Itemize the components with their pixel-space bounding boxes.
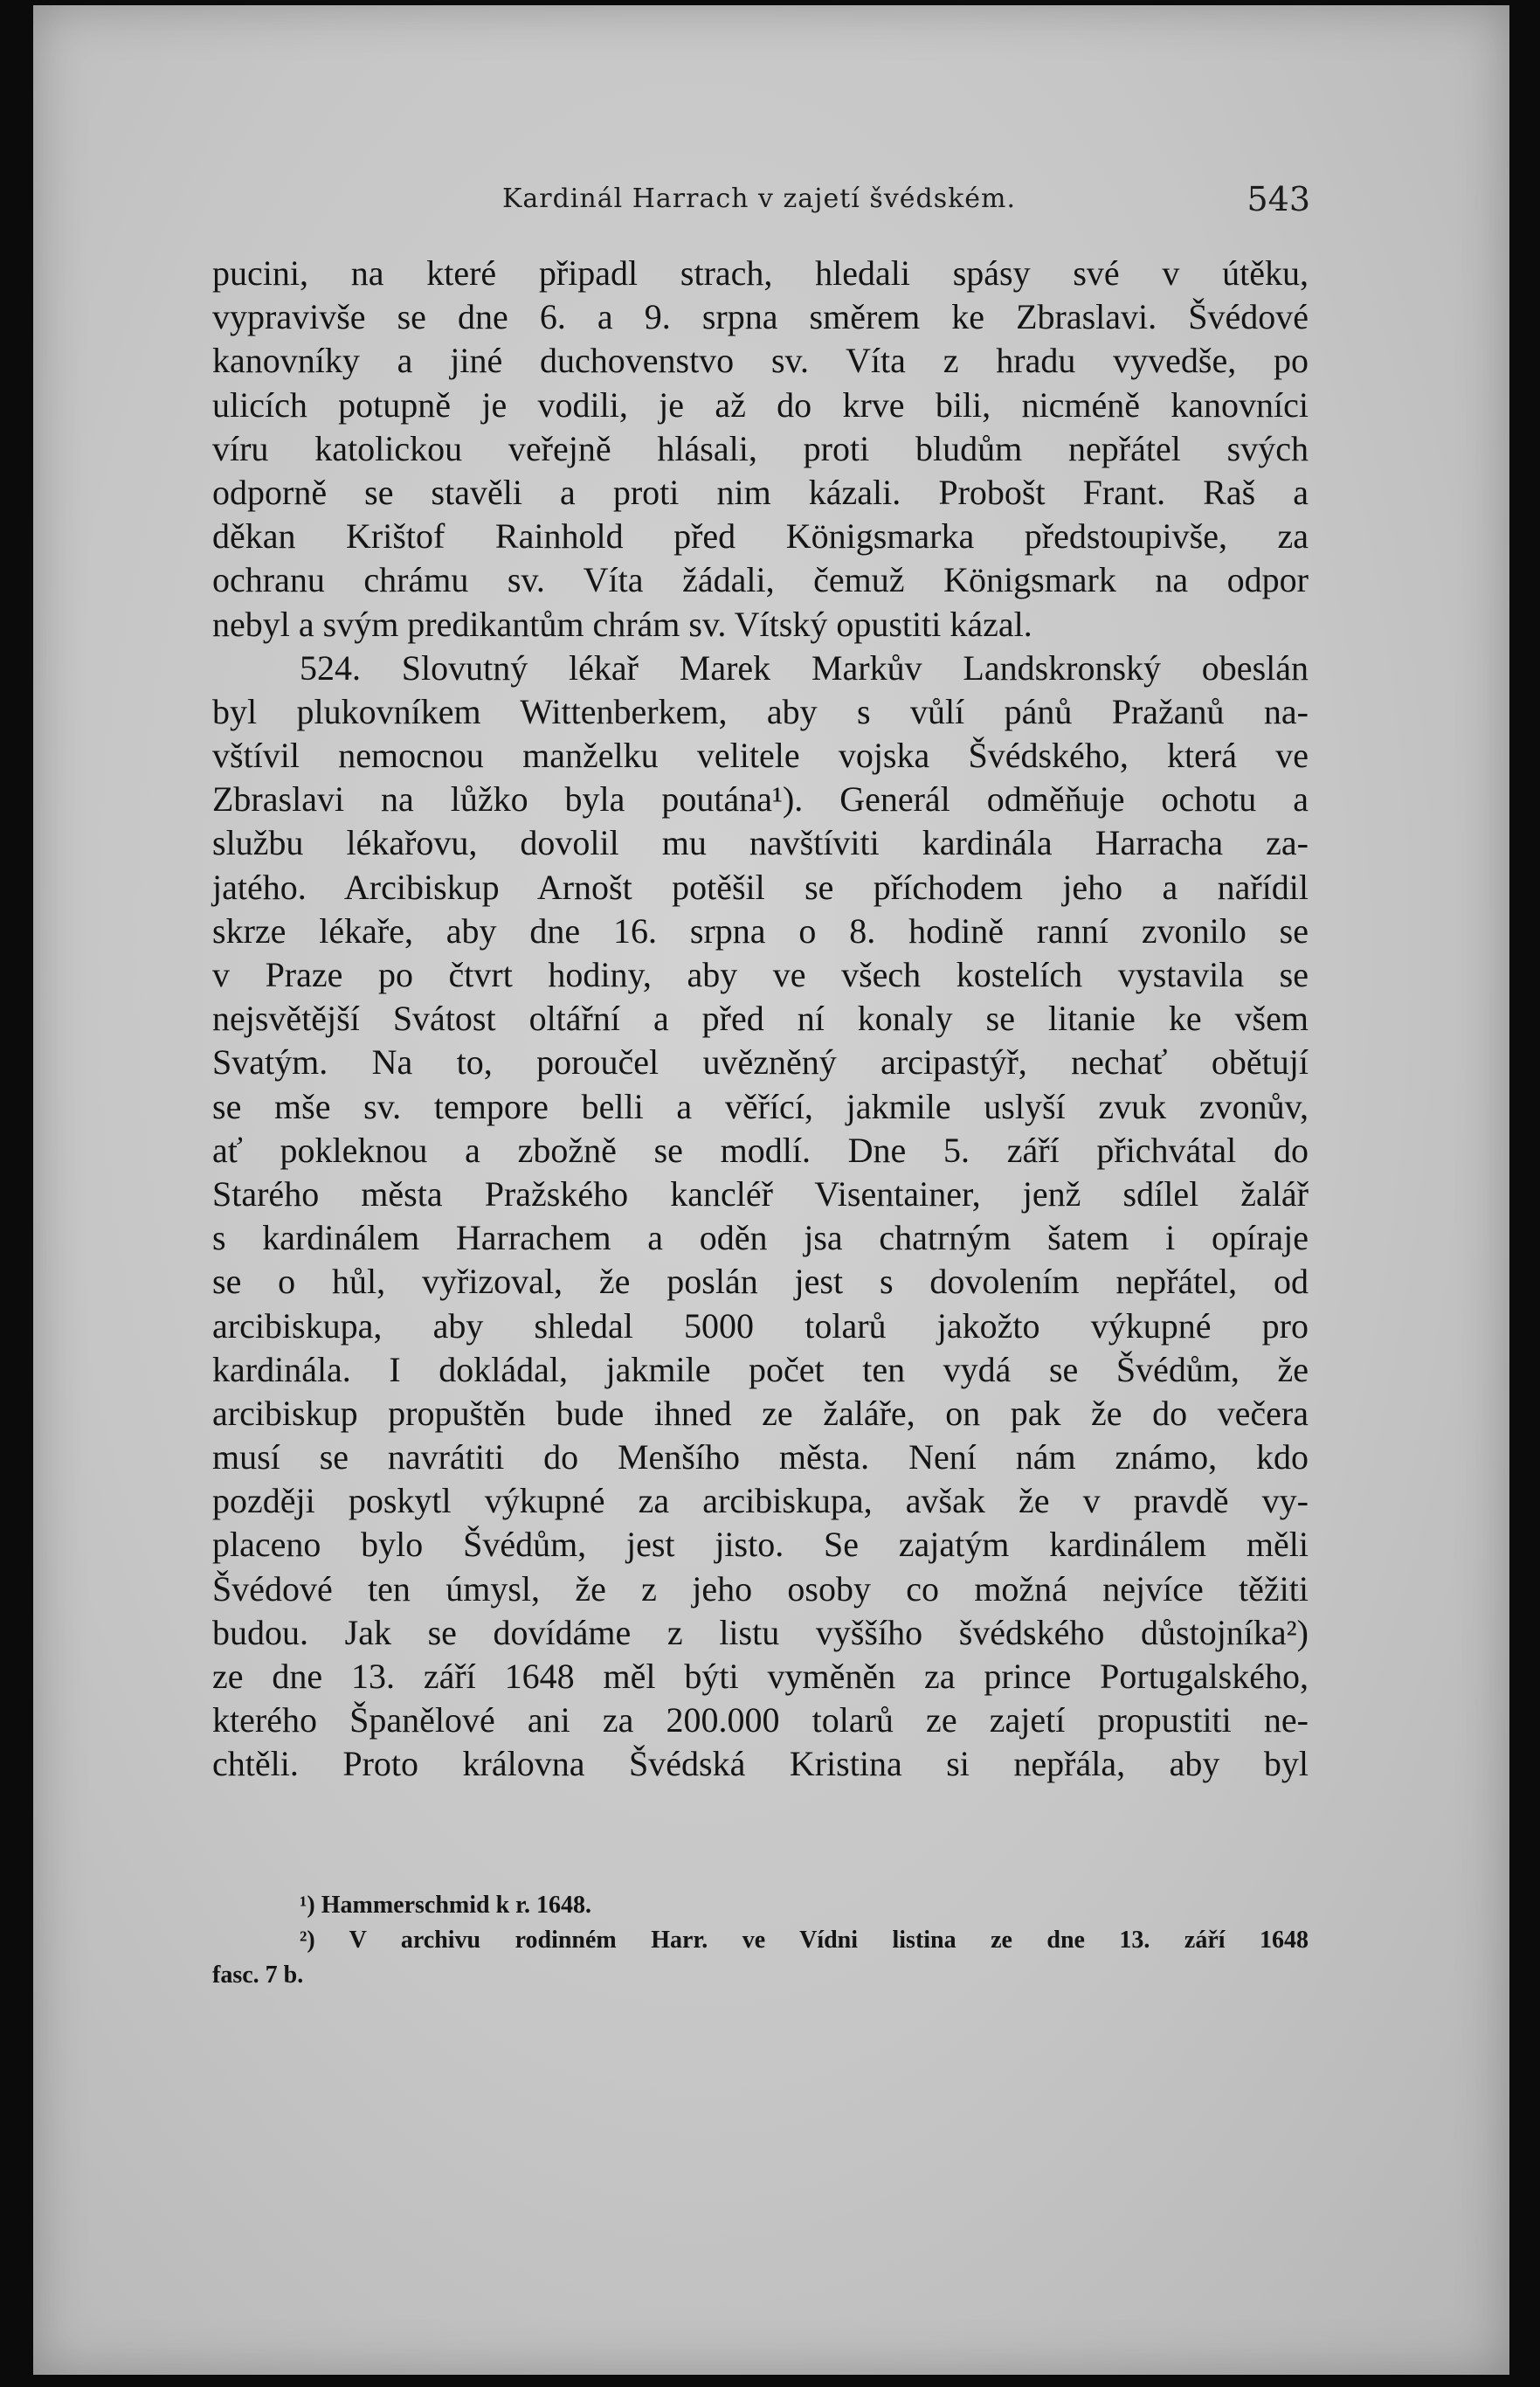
text-line: děkan Krištof Rainhold před Königsmarka předstoupivše, za <box>212 516 1309 557</box>
text-line: jatého. Arcibiskup Arnošt potěšil se příchodem jeho a nařídil <box>212 867 1309 907</box>
text-line: službu lékařovu, dovolil mu navštíviti kardinála Harracha za- <box>212 823 1309 863</box>
text-line: v Praze po čtvrt hodiny, aby ve všech kostelích vystavila se <box>212 955 1309 994</box>
text-line: pucini, na které připadl strach, hledali spásy své v útěku, <box>212 253 1309 293</box>
text-line: později poskytl výkupné za arcibiskupa, avšak že v pravdě vy- <box>212 1481 1309 1521</box>
text-line: ze dne 13. září 1648 měl býti vyměněn za prince Portugalského, <box>212 1657 1309 1696</box>
text-line: kardinála. I dokládal, jakmile počet ten vydá se Švédům, že <box>212 1349 1309 1389</box>
footnotes <box>212 1888 1309 1993</box>
text-line: ochranu chrámu sv. Víta žádali, čemuž Königsmark na odpor <box>212 560 1309 600</box>
text-line: chtěli. Proto královna Švédská Kristina si nepřála, aby byl <box>212 1744 1309 1784</box>
text-line: nebyl a svým predikantům chrám sv. Vítský opustiti kázal. <box>212 604 1032 644</box>
text-line: musí se navrátiti do Menšího města. Není nám známo, kdo <box>212 1437 1309 1477</box>
running-header <box>208 180 1310 224</box>
text-line: víru katolickou veřejně hlásali, proti bludům nepřátel svých <box>212 428 1309 468</box>
text-line: byl plukovníkem Wittenberkem, aby s vůlí pánů Pražanů na- <box>212 691 1309 731</box>
text-line: s kardinálem Harrachem a oděn jsa chatrným šatem i opíraje <box>212 1218 1309 1258</box>
text-line: se o hůl, vyřizoval, že poslán jest s dovolením nepřátel, od <box>212 1262 1309 1302</box>
text-line: arcibiskup propuštěn bude ihned ze žaláře, on pak že do večera <box>212 1393 1309 1433</box>
text-line: budou. Jak se dovídáme z listu vyššího švédského důstojníka²) <box>212 1612 1309 1652</box>
text-line: ulicích potupně je vodili, je až do krve bili, nicméně kanovníci <box>212 384 1309 425</box>
text-line: Starého města Pražského kancléř Visentainer, jenž sdílel žalář <box>212 1173 1309 1214</box>
page-number: 543 <box>1247 180 1310 218</box>
footnote-1: ¹) Hammerschmid k r. 1648. <box>300 1892 592 1919</box>
footnote-2: ²) V archivu rodinném Harr. ve Vídni listina ze dne 13. září 1648 <box>300 1927 1309 1954</box>
body-text <box>212 252 1309 1787</box>
text-line: Zbraslavi na lůžko byla poutána¹). Generál odměňuje ochotu a <box>212 779 1309 820</box>
text-line: nejsvětější Svátost oltářní a před ní konaly se litanie ke všem <box>212 999 1309 1039</box>
text-line: odporně se stavěli a proti nim kázali. Probošt Frant. Raš a <box>212 472 1309 512</box>
text-line: skrze lékaře, aby dne 16. srpna o 8. hodině ranní zvonilo se <box>212 910 1309 951</box>
text-line: vštívil nemocnou manželku velitele vojska Švédského, která ve <box>212 736 1309 776</box>
text-line: Švédové ten úmysl, že z jeho osoby co možná nejvíce těžiti <box>212 1568 1309 1609</box>
text-line: se mše sv. tempore belli a věřící, jakmile uslyší zvuk zvonův, <box>212 1086 1309 1126</box>
text-line: placeno bylo Švédům, jest jisto. Se zajatým kardinálem měli <box>212 1525 1309 1565</box>
text-line: vypravivše se dne 6. a 9. srpna směrem ke Zbraslavi. Švédové <box>212 297 1309 337</box>
text-line: ať pokleknou a zbožně se modlí. Dne 5. září přichvátal do <box>212 1130 1309 1170</box>
book-page <box>33 5 1509 2375</box>
text-line: kterého Španělové ani za 200.000 tolarů ze zajetí propustiti ne- <box>212 1700 1309 1740</box>
paragraph-start-line: 524. Slovutný lékař Marek Markův Landskronský obeslán <box>300 647 1309 688</box>
text-line: kanovníky a jiné duchovenstvo sv. Víta z hradu vyvedše, po <box>212 341 1309 381</box>
footnote-2-continuation: fasc. 7 b. <box>212 1961 304 1989</box>
text-line: arcibiskupa, aby shledal 5000 tolarů jakožto výkupné pro <box>212 1305 1309 1346</box>
header-title: Kardinál Harrach v zajetí švédském. <box>501 183 1017 214</box>
text-line: Svatým. Na to, poroučel uvězněný arcipastýř, nechať obětují <box>212 1042 1309 1083</box>
